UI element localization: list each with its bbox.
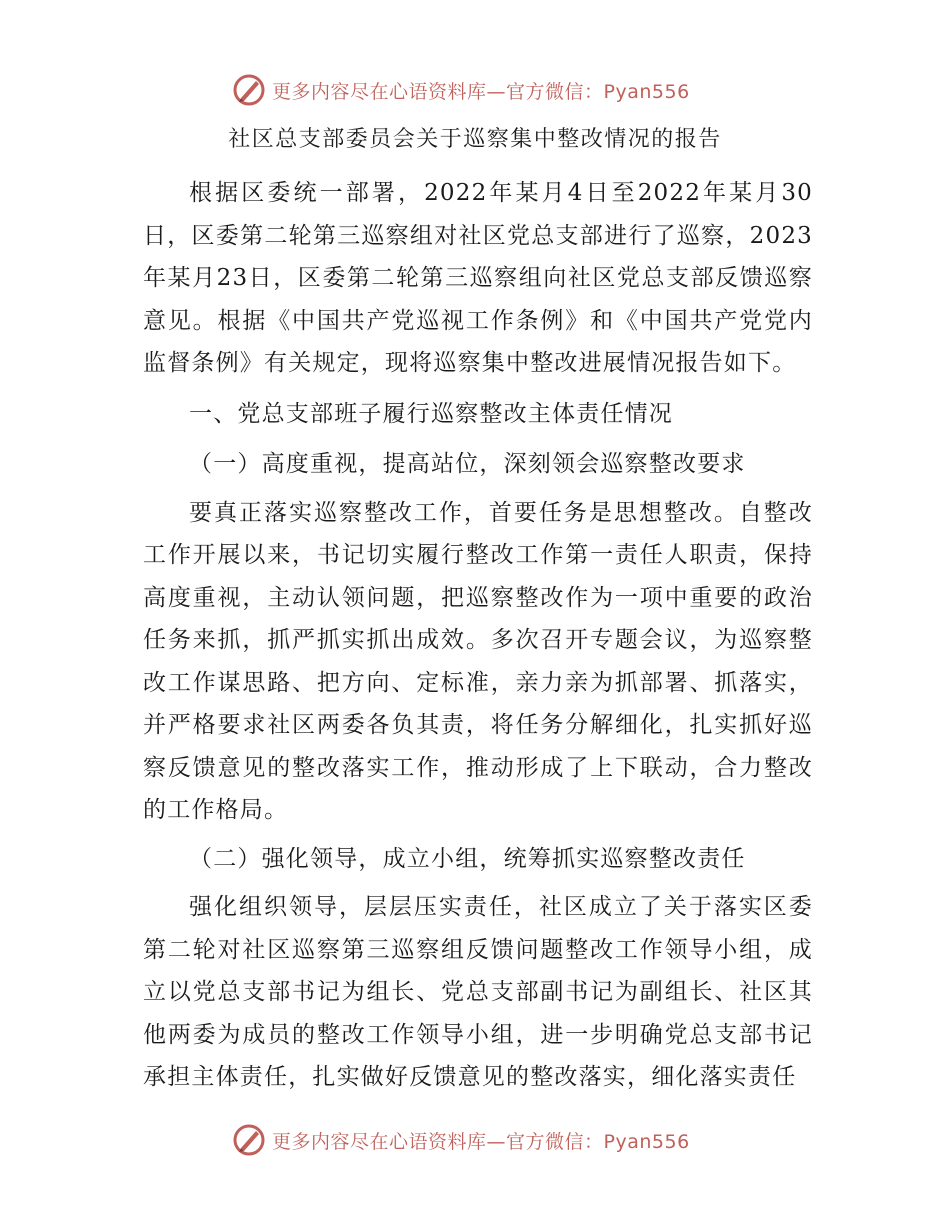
pen-logo-icon — [232, 73, 266, 107]
document-body — [143, 172, 813, 1099]
watermark-banner-bottom — [232, 1122, 712, 1158]
section-heading-1: 一、党总支部班子履行巡察整改主体责任情况 — [189, 400, 673, 427]
subsection-heading-2: （二）强化领导，成立小组，统筹抓实巡察整改责任 — [189, 845, 746, 872]
subsection-1-paragraph: 要真正落实巡察整改工作，首要任务是思想整改。自整改工作开展以来，书记切实履行整改工作第一责任人职责，保持高度重视，主动认领问题，把巡察整改作为一项中重要的政治任务来抓，抓严抓实抓出成效。多次召开专题会议，为巡察整改工作谋思路、把方向、定标准，亲力亲为抓部署、抓落实，并严格要求社区两委各负其责，将任务分解细化，扎实抓好巡察反馈意见的整改落实工作，推动形成了上下联动，合力整改的工作格局。 — [143, 499, 813, 823]
subsection-2-paragraph: 强化组织领导，层层压实责任，社区成立了关于落实区委第二轮对社区巡察第三巡察组反馈问题整改工作领导小组，成立以党总支部书记为组长、党总支部副书记为副组长、社区其他两委为成员的整改工作领导小组，进一步明确党总支部书记承担主体责任，扎实做好反馈意见的整改落实，细化落实责任 — [143, 894, 813, 1090]
watermark-text: 更多内容尽在心语资料库—官方微信：Pyan556 — [272, 1130, 690, 1153]
watermark-text: 更多内容尽在心语资料库—官方微信：Pyan556 — [272, 80, 690, 103]
intro-paragraph: 根据区委统一部署，2022年某月4日至2022年某月30日，区委第二轮第三巡察组对社区党总支部进行了巡察，2023年某月23日，区委第二轮第三巡察组向社区党总支部反馈巡察意见。根据《中国共产党巡视工作条例》和《中国共产党党内监督条例》有关规定，现将巡察集中整改进展情况报告如下。 — [143, 180, 813, 376]
watermark-banner-top — [232, 72, 712, 108]
subsection-heading-1: （一）高度重视，提高站位，深刻领会巡察整改要求 — [189, 451, 746, 477]
document-title: 社区总支部委员会关于巡察集中整改情况的报告 — [228, 127, 722, 152]
pen-logo-icon — [232, 1123, 266, 1157]
